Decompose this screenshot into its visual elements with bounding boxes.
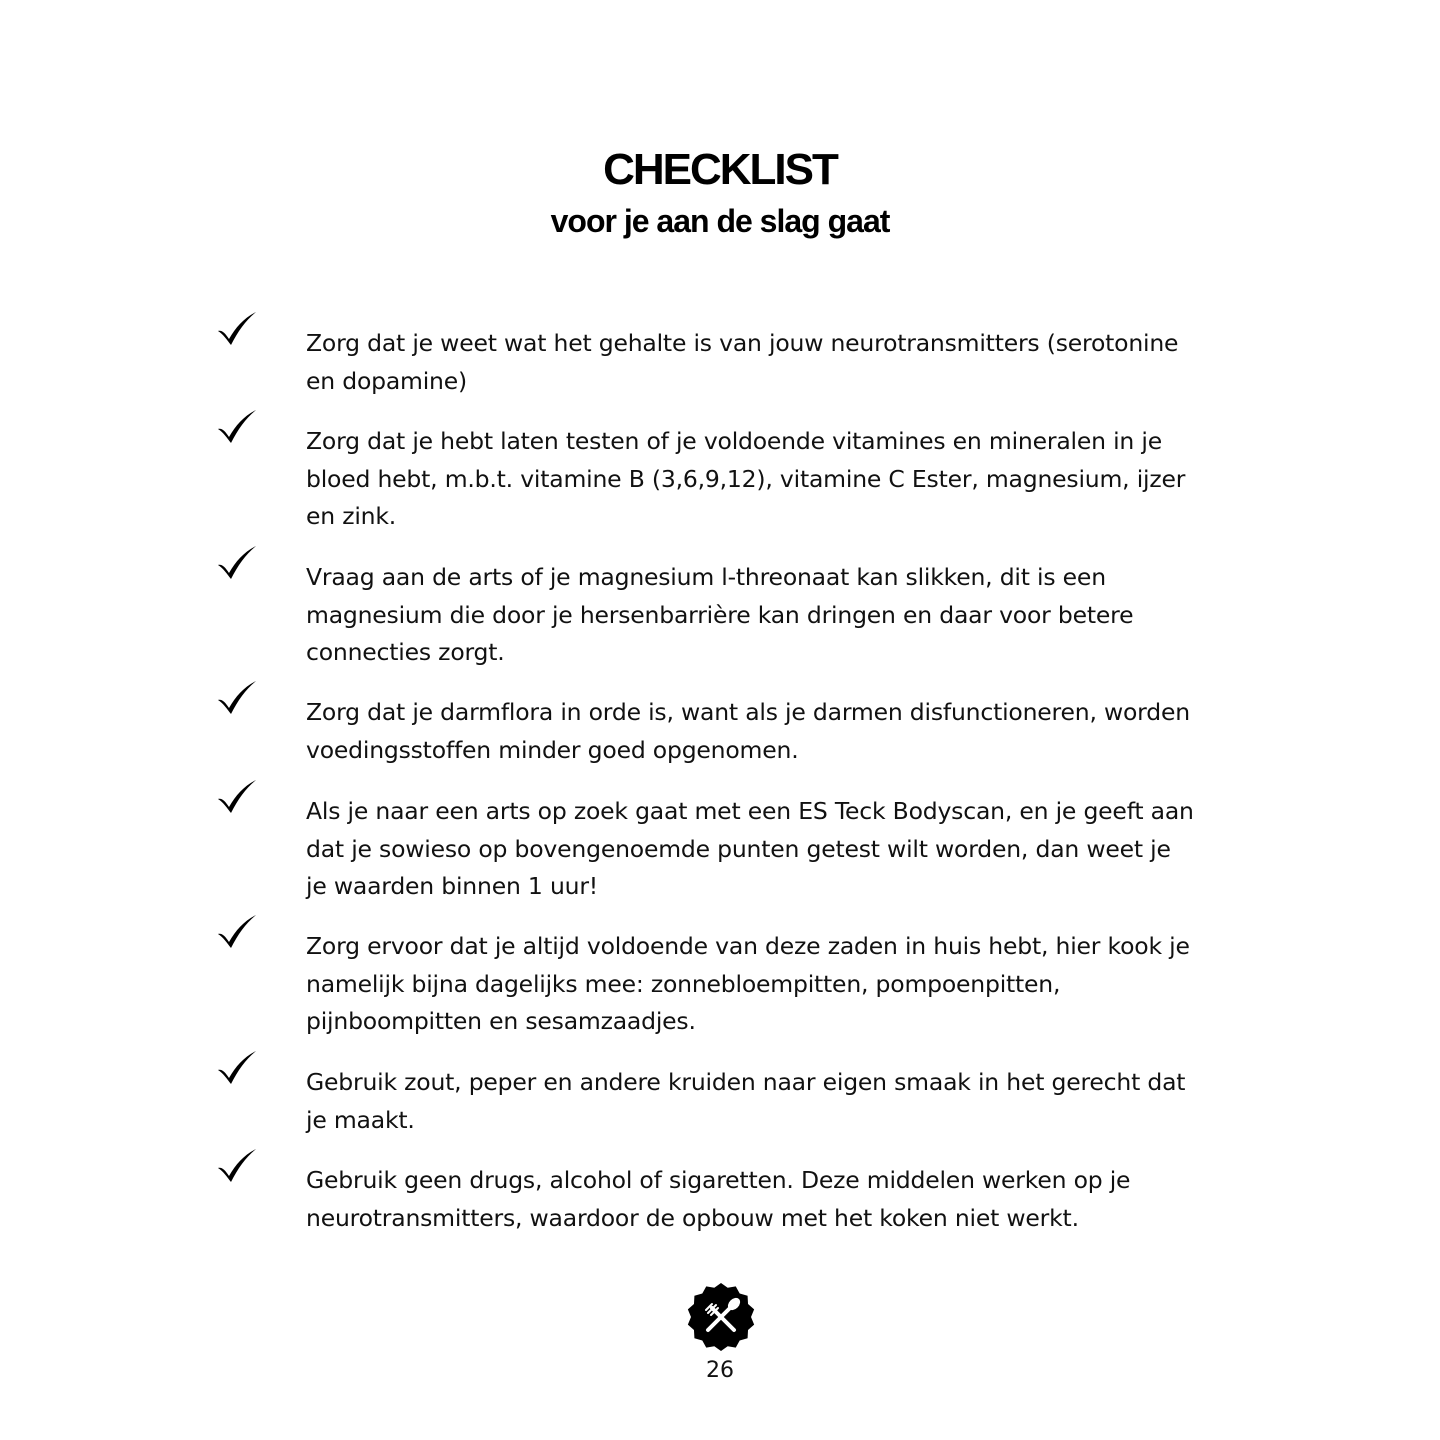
checkmark-icon	[216, 1148, 258, 1184]
checklist-item-text: Gebruik geen drugs, alcohol of sigaretten. Deze middelen werken op je neurotransmitters, waardoor de opbouw met het koken niet werkt.	[306, 1166, 1131, 1232]
checklist-item-text: Gebruik zout, peper en andere kruiden naar eigen smaak in het gerecht dat je maakt.	[306, 1068, 1186, 1134]
fork-spoon-badge-icon	[686, 1282, 756, 1352]
page-subtitle: voor je aan de slag gaat	[550, 203, 890, 239]
checklist-item-text: Zorg ervoor dat je altijd voldoende van deze zaden in huis hebt, hier kook je namelijk bijna dagelijks mee: zonnebloempitten, pompoenpitten, pijnboompitten en sesamzaadjes.	[306, 932, 1190, 1035]
checkmark-icon	[216, 914, 258, 950]
checkmark-icon	[216, 311, 258, 347]
checklist-item-text: Vraag aan de arts of je magnesium l-threonaat kan slikken, dit is een magnesium die door je hersenbarrière kan dringen en daar voor betere connecties zorgt.	[306, 563, 1134, 666]
page-number: 26	[706, 1358, 734, 1383]
checkmark-icon	[216, 409, 258, 445]
page-title: CHECKLIST	[603, 145, 837, 194]
checkmark-icon	[216, 1050, 258, 1086]
checkmark-icon	[216, 779, 258, 815]
checklist-item-text: Als je naar een arts op zoek gaat met een ES Teck Bodyscan, en je geeft aan dat je sowieso op bovengenoemde punten getest wilt worden, dan weet je je waarden binnen 1 uur!	[306, 797, 1194, 900]
checklist-item-text: Zorg dat je weet wat het gehalte is van jouw neurotransmitters (serotonine en dopamine)	[306, 329, 1179, 395]
checkmark-icon	[216, 545, 258, 581]
checklist-item-text: Zorg dat je darmflora in orde is, want als je darmen disfunctioneren, worden voedingsstoffen minder goed opgenomen.	[306, 698, 1190, 764]
checklist-item-text: Zorg dat je hebt laten testen of je voldoende vitamines en mineralen in je bloed hebt, m.b.t. vitamine B (3,6,9,12), vitamine C Ester, magnesium, ijzer en zink.	[306, 427, 1186, 530]
checkmark-icon	[216, 680, 258, 716]
